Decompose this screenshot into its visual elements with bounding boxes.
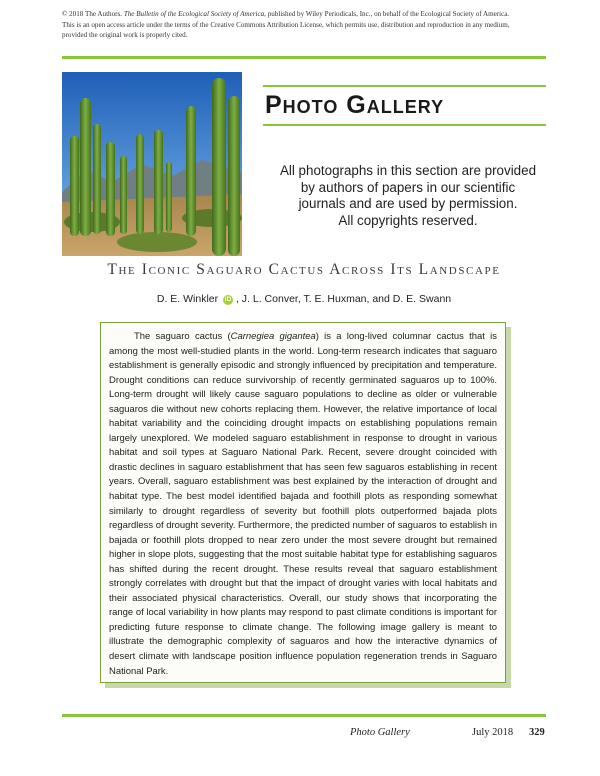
saguaro-photo bbox=[62, 72, 242, 256]
license-notice bbox=[62, 9, 562, 41]
abstract-text: The saguaro cactus (Carnegiea gigantea) is a long-lived columnar cactus that is among the most well-studied plants in the world. Long-term research indicates that saguaro establishment is generally episodic and strongly influenced by precipitation and temperature. Drought conditions can reduce survivorship of recently germinated saguaros up to 100%. Long-term drought will likely cause saguaro populations to decline as older or vulnerable saguaros die without new cohorts replacing them. However, the relative importance of local habitat variability and the coinciding drought impacts on establishing populations remain largely unexplored. We modeled saguaro establishment in response to drought in various habitat and soil types at Saguaro National Park. Recent, severe drought coincided with drastic declines in saguaro establishment that has seen few saguaros establishing in recent years. Overall, saguaro establishment was best explained by the interaction of drought and habitat type. The best model identified bajada and foothill plots as responding somewhat similarly to drought regardless of severity but foothill plots outperformed bajada plots regardless of drought severity. Furthermore, the predicted number of saguaros to establish in bajada or foothill plots dropped to near zero under the most severe drought but remained higher in slope plots, suggesting that the most suitable habitat type for establishing saguaros has shifted during the recent drought. These results reveal that saguaro establishment strongly correlates with drought but that the impact of drought varies with local habitats and their associated physical characteristics. Overall, our study shows that incorporating the range of local variability in how plants may respond to past climate conditions is important for predicting future response to climate change. The following image gallery is meant to illustrate the demographic complexity of saguaros and how the interactive dynamics of desert climate with landscape position influence population regeneration trends in Saguaro National Park. bbox=[109, 331, 497, 677]
footer-section-name: Photo Gallery bbox=[350, 727, 410, 738]
abstract-box bbox=[100, 322, 506, 683]
journal-name: The Bulletin of the Ecological Society of America bbox=[123, 10, 265, 18]
note-line: by authors of papers in our scientific bbox=[300, 179, 516, 195]
note-line: All copyrights reserved. bbox=[338, 212, 478, 228]
bottom-rule bbox=[62, 714, 546, 717]
article-title: The Iconic Saguaro Cactus Across Its Landscape bbox=[107, 261, 501, 278]
footer-date: July 2018 bbox=[472, 727, 514, 738]
gallery-title: Photo Gallery bbox=[263, 85, 546, 126]
orcid-icon[interactable]: iD bbox=[224, 296, 232, 303]
note-line: All photographs in this section are provided bbox=[279, 163, 537, 178]
license-line-3: provided the original work is properly cited. bbox=[62, 31, 188, 40]
author-first: D. E. Winkler bbox=[156, 293, 219, 305]
license-line-1: © 2018 The Authors. The Bulletin of the Ecological Society of America, published by Wiley Periodicals, Inc., on behalf of the Ecological Society of America. bbox=[62, 10, 510, 18]
license-line-2: This is an open access article under the terms of the Creative Commons Attribution License, which permits use, distribution and reproduction in any medium, bbox=[62, 20, 510, 29]
top-rule bbox=[62, 56, 546, 59]
species-name: Carnegiea gigantea bbox=[230, 331, 316, 342]
footer-page-number: 329 bbox=[529, 727, 545, 738]
author-list bbox=[62, 293, 546, 305]
author-rest: , J. L. Conver, T. E. Huxman, and D. E. Swann bbox=[235, 293, 452, 305]
note-line: journals and are used by permission. bbox=[298, 196, 518, 211]
gallery-permission-note bbox=[258, 163, 558, 229]
